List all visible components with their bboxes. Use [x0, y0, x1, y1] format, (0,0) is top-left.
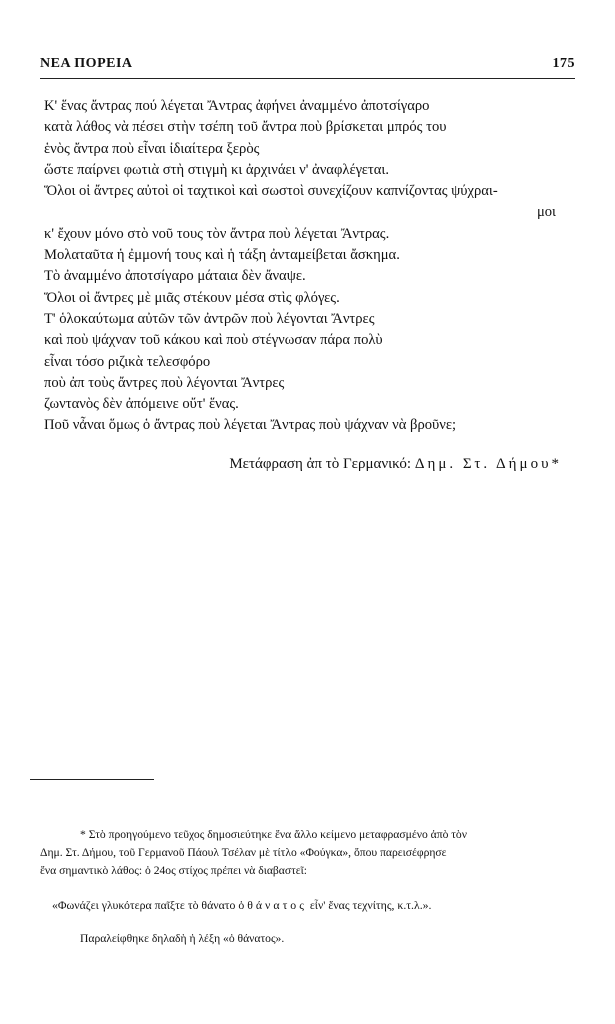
poem-line: Ποῦ νἆναι ὅμως ὁ ἄντρας ποὺ λέγεται Ἄντρας ποὺ ψάχναν νὰ βροῦνε;: [44, 417, 457, 434]
poem-line: ποὺ ἀπ τοὺς ἄντρες ποὺ λέγονται Ἄντρες: [44, 374, 285, 391]
poem-line: Μολαταῦτα ἡ ἐμμονή τους καὶ ἡ τάξη ἀνταμείβεται ἄσκημα.: [44, 247, 400, 264]
poem-line: Κ' ἕνας ἄντρας πού λέγεται Ἄντρας ἀφήνει ἀναμμένο ἀποτσίγαρο: [44, 98, 430, 114]
verse-end: εἶν' ἕνας τεχνίτης, κ.τ.λ.».: [309, 898, 432, 912]
running-header: [40, 56, 575, 72]
poem-line: κ' ἔχουν μόνο στὸ νοῦ τους τὸν ἄντρα ποὺ λέγεται Ἄντρας.: [44, 225, 390, 242]
footnote-line: * Στὸ προηγούμενο τεῦχος δημοσιεύτηκε ἕνα ἄλλο κείμενο μεταφρασμένο ἀπὸ τὸν: [80, 828, 467, 841]
poem-line: Τὸ ἀναμμένο ἀποτσίγαρο μάταια δὲν ἄναψε.: [44, 268, 306, 285]
footnote-mark: *: [551, 456, 559, 472]
corrected-verse: [40, 896, 580, 914]
poem-line: ὥστε παίρνει φωτιὰ στὴ στιγμὴ κι ἀρχινάει ν' ἀναφλέγεται.: [44, 161, 389, 178]
poem-line: Ὅλοι οἱ ἄντρες αὐτοὶ οἱ ταχτικοὶ καὶ σωστοὶ συνεχίζουν καπνίζοντας ψύχραι-: [44, 183, 498, 200]
poem-line: κατὰ λάθος νὰ πέσει στὴν τσέπη τοῦ ἄντρα ποὺ βρίσκεται μπρός του: [44, 119, 447, 136]
poem-line-overflow: μοι: [536, 204, 556, 221]
footnotes: [40, 826, 580, 948]
poem-line: εἶναι τόσο ριζικὰ τελεσφόρο: [44, 353, 211, 370]
omission-note: Παραλείφθηκε δηλαδὴ ἡ λέξη «ὁ θάνατος».: [80, 932, 285, 945]
credit-prefix: Μετάφραση ἀπ τὸ Γερμανικό:: [229, 456, 412, 472]
poem-line: Ὅλοι οἱ ἄντρες μὲ μιᾶς στέκουν μέσα στὶς φλόγες.: [44, 289, 340, 306]
page-number: 175: [552, 56, 575, 71]
footnote-line: ἕνα σημαντικὸ λάθος: ὁ 24ος στίχος πρέπει νὰ διαβαστεῖ:: [40, 864, 307, 877]
translator-name: Δημ. Στ. Δήμου: [414, 456, 552, 472]
verse-start: «Φωνάζει γλυκότερα παῖξτε τὸ θάνατο ὁ: [52, 898, 245, 912]
translation-credit: [0, 456, 559, 473]
header-rule: [40, 78, 575, 79]
journal-title: ΝΕΑ ΠΟΡΕΙΑ: [40, 56, 133, 71]
poem-line: ἑνὸς ἄντρα ποὺ εἶναι ἰδιαίτερα ξερὸς: [44, 140, 260, 157]
poem-line: καὶ ποὺ ψάχναν τοῦ κάκου καὶ ποὺ στέγνωσαν πάρα πολὺ: [44, 332, 383, 349]
poem-line: ζωντανὸς δὲν ἀπόμεινε οὔτ' ἕνας.: [44, 396, 239, 413]
poem: [44, 96, 564, 437]
poem-line: Τ' ὁλοκαύτωμα αὐτῶν τῶν ἀντρῶν ποὺ λέγονται Ἄντρες: [44, 310, 375, 327]
footnote-line: Δημ. Στ. Δήμου, τοῦ Γερμανοῦ Πάουλ Τσέλαν μὲ τίτλο «Φούγκα», ὅπου παρεισέφρησε: [40, 846, 447, 859]
footnote-rule: [30, 779, 154, 780]
verse-spaced-word: θάνατος: [247, 898, 307, 912]
